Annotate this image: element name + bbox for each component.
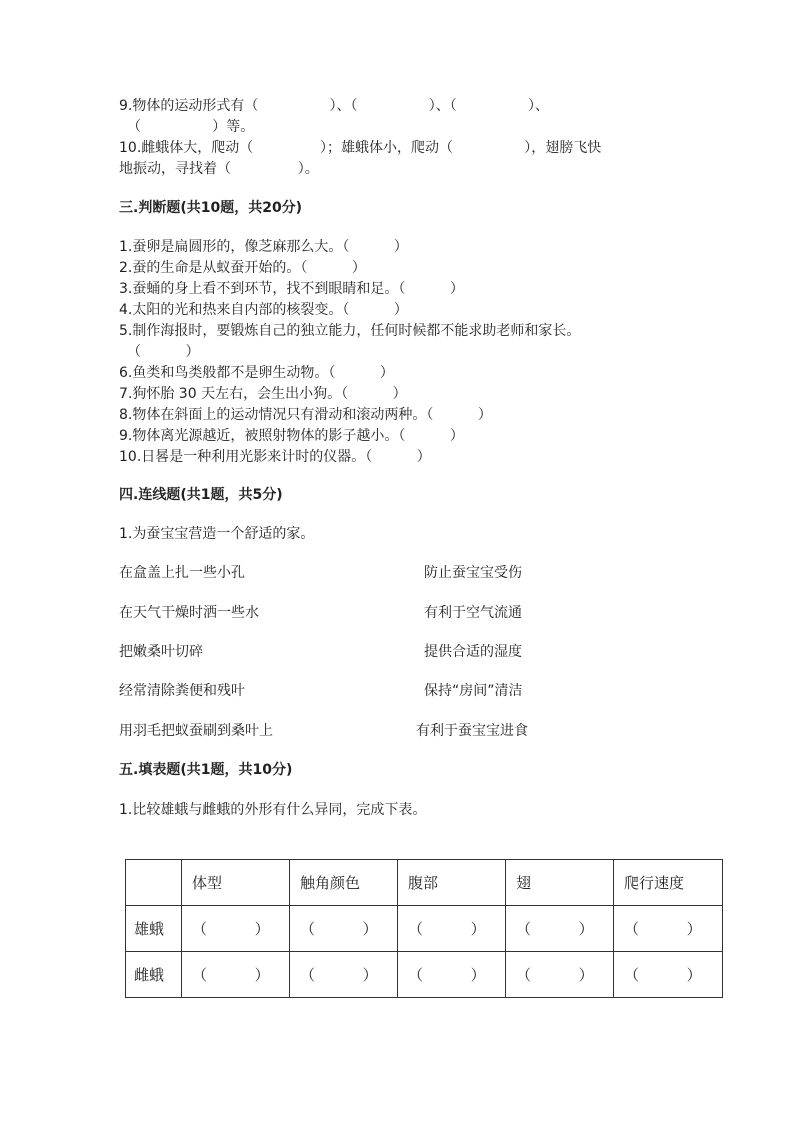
judgement-item-3: 3.蚕蛹的身上看不到环节，找不到眼睛和足。（ ） <box>119 281 464 297</box>
fill-question-10-line-2: 地振动，寻找着（ ）。 <box>119 161 319 177</box>
answer-blank[interactable]: （ ） <box>506 952 614 998</box>
table-header-corner <box>126 860 182 906</box>
matching-left-item-2: 在天气干燥时洒一些水 <box>119 605 259 621</box>
judgement-item-7: 7.狗怀胎 30 天左右，会生出小狗。（ ） <box>119 386 407 402</box>
answer-blank[interactable]: （ ） <box>290 952 398 998</box>
matching-right-item-1: 防止蚕宝宝受伤 <box>424 565 522 581</box>
judgement-item-8: 8.物体在斜面上的运动情况只有滑动和滚动两种。（ ） <box>119 407 492 423</box>
judgement-item-1: 1.蚕卵是扁圆形的，像芝麻那么大。（ ） <box>119 239 408 255</box>
judgement-item-6: 6.鱼类和鸟类般都不是卵生动物。（ ） <box>119 365 394 381</box>
table-header-body-size: 体型 <box>182 860 290 906</box>
fill-question-9-line-2: （ ）等。 <box>127 119 255 135</box>
matching-question: 1.为蚕宝宝营造一个舒适的家。 <box>119 526 315 542</box>
table-header-crawl-speed: 爬行速度 <box>614 860 723 906</box>
table-header-abdomen: 腹部 <box>398 860 506 906</box>
answer-blank[interactable]: （ ） <box>398 952 506 998</box>
answer-blank[interactable]: （ ） <box>182 952 290 998</box>
answer-blank[interactable]: （ ） <box>614 952 723 998</box>
table-row <box>126 906 723 952</box>
section-4-title: 四.连线题(共1题，共5分) <box>119 487 283 503</box>
table-header-wings: 翅 <box>506 860 614 906</box>
table-row-label: 雌蛾 <box>126 952 182 998</box>
table-header-row <box>126 860 723 906</box>
comparison-table <box>125 859 723 998</box>
answer-blank[interactable]: （ ） <box>182 906 290 952</box>
judgement-item-9: 9.物体离光源越近，被照射物体的影子越小。（ ） <box>119 428 464 444</box>
judgement-item-5: 5.制作海报时，要锻炼自己的独立能力，任何时候都不能求助老师和家长。 <box>119 323 581 339</box>
table-header-antenna-color: 触角颜色 <box>290 860 398 906</box>
judgement-item-5-blank: （ ） <box>127 344 200 360</box>
table-row <box>126 952 723 998</box>
matching-left-item-1: 在盒盖上扎一些小孔 <box>119 565 245 581</box>
section-5-title: 五.填表题(共1题，共10分) <box>119 762 293 778</box>
matching-right-item-2: 有利于空气流通 <box>424 605 522 621</box>
answer-blank[interactable]: （ ） <box>506 906 614 952</box>
matching-right-item-3: 提供合适的湿度 <box>424 644 522 660</box>
matching-left-item-4: 经常清除粪便和残叶 <box>119 683 245 699</box>
fill-question-9-line-1: 9.物体的运动形式有（ ）、（ ）、（ ）、 <box>119 98 549 114</box>
judgement-item-2: 2.蚕的生命是从蚁蚕开始的。（ ） <box>119 260 366 276</box>
answer-blank[interactable]: （ ） <box>614 906 723 952</box>
matching-right-item-4: 保持“房间”清洁 <box>424 683 523 699</box>
fill-question-10-line-1: 10.雌蛾体大，爬动（ ）；雄蛾体小，爬动（ ），翅膀飞快 <box>119 140 602 156</box>
answer-blank[interactable]: （ ） <box>398 906 506 952</box>
judgement-item-4: 4.太阳的光和热来自内部的核裂变。（ ） <box>119 302 408 318</box>
matching-left-item-5: 用羽毛把蚁蚕刷到桑叶上 <box>119 723 273 739</box>
matching-right-item-5: 有利于蚕宝宝进食 <box>416 723 528 739</box>
judgement-item-10: 10.日晷是一种利用光影来计时的仪器。（ ） <box>119 449 431 465</box>
answer-blank[interactable]: （ ） <box>290 906 398 952</box>
table-question: 1.比较雄蛾与雌蛾的外形有什么异同，完成下表。 <box>119 802 427 818</box>
matching-left-item-3: 把嫩桑叶切碎 <box>119 644 203 660</box>
section-3-title: 三.判断题(共10题，共20分) <box>119 200 303 216</box>
table-row-label: 雄蛾 <box>126 906 182 952</box>
